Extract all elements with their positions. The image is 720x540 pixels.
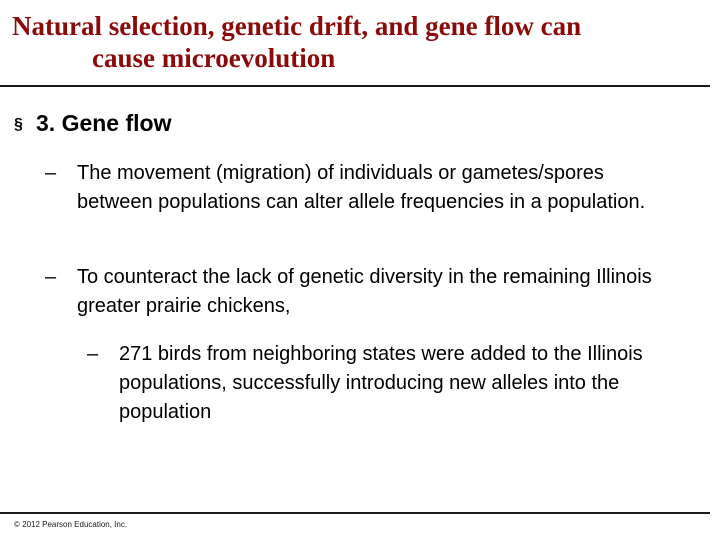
title-line-1: Natural selection, genetic drift, and gene flow can	[12, 11, 582, 41]
dash-bullet-icon: –	[45, 162, 57, 184]
dash-bullet-icon: –	[45, 266, 57, 288]
title-line-2: cause microevolution	[92, 43, 336, 73]
copyright-footer: © 2012 Pearson Education, Inc.	[14, 520, 128, 529]
footer-divider	[0, 512, 710, 514]
sub-sub-point-1-text: 271 birds from neighboring states were added to the Illinois populations, successfully introducing new alleles into the population	[119, 343, 643, 423]
section-bullet-icon: §	[14, 116, 23, 133]
sub-sub-point-1	[87, 340, 694, 427]
dash-bullet-icon: –	[87, 343, 99, 365]
section-heading	[14, 108, 171, 140]
sub-point-1	[45, 159, 677, 217]
sub-point-2	[45, 263, 677, 321]
section-heading-label: 3. Gene flow	[36, 110, 172, 136]
slide-title	[12, 10, 712, 74]
title-divider	[0, 85, 710, 87]
sub-point-2-text: To counteract the lack of genetic diversity in the remaining Illinois greater prairie chickens,	[77, 266, 652, 317]
sub-point-1-text: The movement (migration) of individuals or gametes/spores between populations can alter allele frequencies in a population.	[77, 162, 646, 213]
